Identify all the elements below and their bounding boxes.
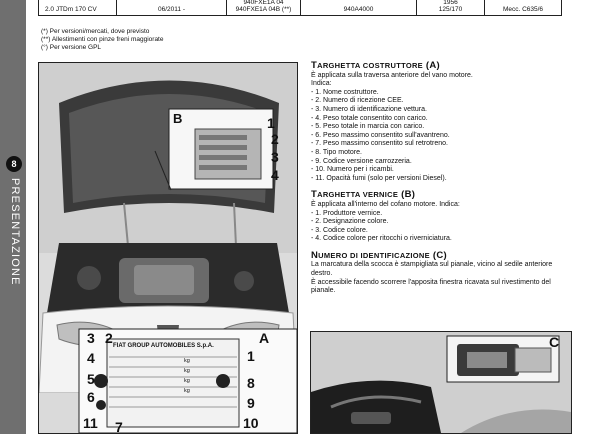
- plate-unit: kg: [184, 378, 190, 384]
- callout-B: B: [173, 111, 183, 126]
- footnote: (**) Allestimenti con pinze freni maggiorate: [41, 36, 164, 43]
- engine-code-cell: 940A4000: [343, 5, 374, 13]
- callout-a-9: 9: [247, 395, 255, 411]
- section-title-c: NUMERO DI IDENTIFICAZIONE (C): [311, 249, 448, 261]
- section-a-intro2: Indica:: [311, 80, 332, 88]
- list-item: - 4. Codice colore per ritocchi o riverniciatura.: [311, 235, 452, 243]
- footnote: (*) Per versioni/mercati, dove previsto: [41, 28, 150, 35]
- page-number-badge: 8: [6, 156, 22, 172]
- section-c-paragraph: È accessibile facendo scorrere l'apposita finestra ricavata sul rivestimento del pianale.: [311, 278, 551, 295]
- callout-a-4: 4: [87, 350, 95, 366]
- list-item: - 4. Peso totale consentito con carico.: [311, 114, 428, 122]
- engine-bay-illustration: [39, 63, 297, 433]
- callout-a-7: 7: [115, 419, 123, 434]
- section-a-intro: È applicata sulla traversa anteriore del vano motore.: [311, 71, 473, 79]
- plate-unit: kg: [184, 388, 190, 394]
- callout-a-8: 8: [247, 375, 255, 391]
- section-title-a: TARGHETTA COSTRUTTORE (A): [311, 60, 441, 71]
- gearbox-cell: Mecc. C635/6: [502, 5, 544, 13]
- list-item: - 6. Peso massimo consentito sull'avantreno.: [311, 131, 450, 139]
- list-item: - 8. Tipo motore.: [311, 148, 362, 156]
- callout-b-4: 4: [271, 167, 279, 183]
- section-label: PRESENTAZIONE: [9, 178, 21, 286]
- list-item: - 10. Numero per i ricambi.: [311, 166, 394, 174]
- list-item: - 5. Peso totale in marcia con carico.: [311, 123, 425, 131]
- section-title-b: TARGHETTA VERNICE (B): [311, 189, 416, 201]
- codes-cell-line2: 940FXE1A 04B (**): [235, 5, 292, 13]
- callout-b-2: 2: [271, 131, 279, 147]
- list-item: - 9. Codice versione carrozzeria.: [311, 157, 412, 165]
- plate-title: FIAT GROUP AUTOMOBILES S.p.A.: [113, 343, 214, 349]
- callout-a-1: 1: [247, 348, 255, 364]
- section-c-paragraph: La marcatura della scocca è stampigliata sul pianale, vicino al sedile anteriore destro.: [311, 261, 553, 278]
- footnote: (°) Per versione GPL: [41, 44, 102, 51]
- callout-a-2: 2: [105, 330, 113, 346]
- list-item: - 2. Designazione colore.: [311, 218, 389, 226]
- text-column: [311, 62, 573, 296]
- engine-cell: 2.0 JTDm 170 CV: [45, 5, 97, 13]
- list-item: - 1. Nome costruttore.: [311, 88, 379, 96]
- list-item: - 1. Produttore vernice.: [311, 209, 383, 217]
- callout-a-5: 5: [87, 371, 95, 387]
- callout-a-11: 11: [83, 415, 98, 431]
- callout-b-3: 3: [271, 149, 279, 165]
- callout-a-3: 3: [87, 330, 95, 346]
- floor-panel-illustration: [311, 332, 571, 433]
- list-item: - 11. Opacità fumi (solo per versioni Diesel).: [311, 174, 447, 182]
- list-item: - 7. Peso massimo consentito sul retrotreno.: [311, 140, 448, 148]
- section-b-intro: È applicata all'interno del cofano motore. Indica:: [311, 200, 460, 208]
- list-item: - 3. Numero di identificazione vettura.: [311, 105, 427, 113]
- spec-table-row: [38, 0, 562, 16]
- dims-cell-line1: 1956: [443, 0, 458, 6]
- callout-C: C: [549, 334, 560, 350]
- list-item: - 2. Numero di ricezione CEE.: [311, 97, 404, 105]
- date-cell: 06/2011 -: [158, 5, 185, 13]
- footnotes: [41, 28, 163, 52]
- dims-cell-line2: 125/170: [438, 5, 463, 13]
- callout-a-6: 6: [87, 389, 95, 405]
- list-item: - 3. Codice colore.: [311, 226, 368, 234]
- vin-location-figure: [310, 331, 572, 434]
- engine-bay-figure: [38, 62, 298, 434]
- callout-a-10: 10: [243, 415, 259, 431]
- codes-cell-line1: 940FXE1A 04: [243, 0, 284, 6]
- plate-unit: kg: [184, 358, 190, 364]
- callout-A: A: [259, 330, 270, 346]
- callout-b-1: 1: [267, 115, 275, 131]
- plate-unit: kg: [184, 368, 190, 374]
